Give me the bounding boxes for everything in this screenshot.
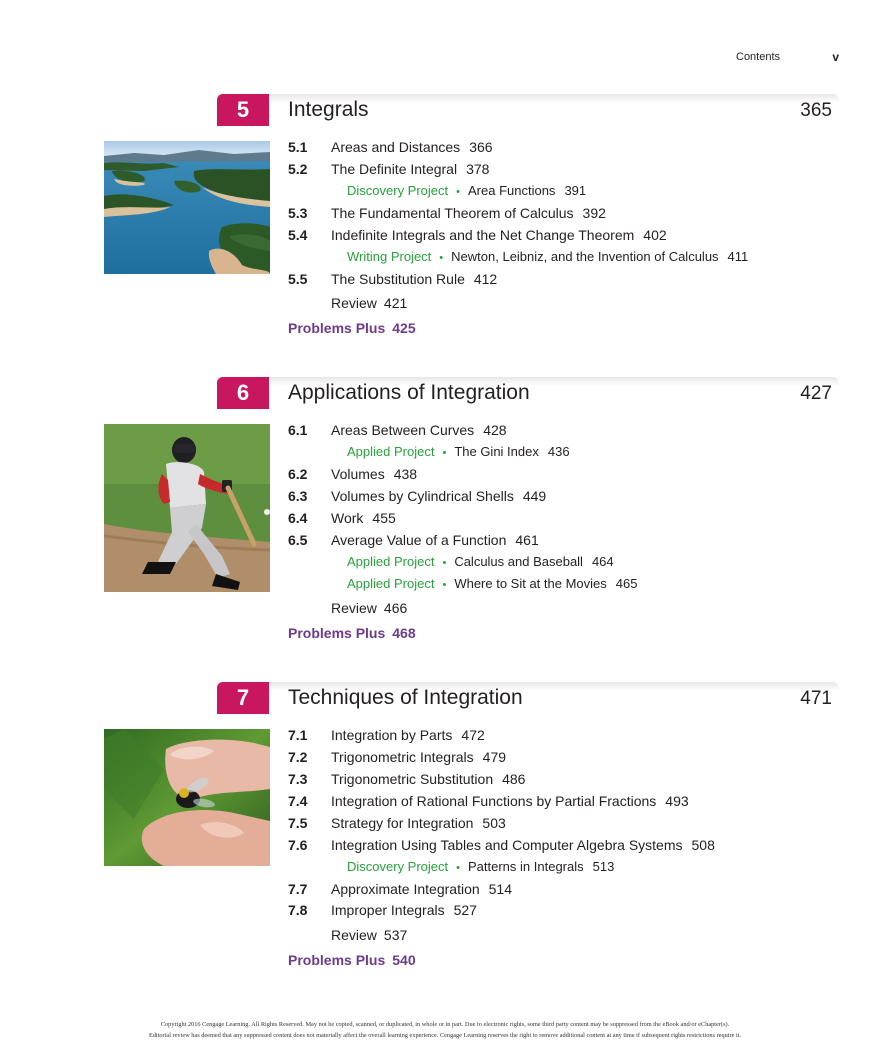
project-type: Applied Project <box>347 444 435 459</box>
chapter-header <box>217 377 839 409</box>
section-page: 508 <box>691 837 715 853</box>
project-type: Discovery Project <box>347 859 449 874</box>
section-number: 5.1 <box>288 139 308 155</box>
review-page: 537 <box>383 927 408 943</box>
section-title: Indefinite Integrals and the Net Change Theorem <box>331 227 635 243</box>
section-title: The Definite Integral <box>331 161 458 177</box>
section-number: 6.2 <box>288 466 308 482</box>
section-title: Integration by Parts <box>331 727 453 743</box>
chapter-page-number: 365 <box>800 100 832 121</box>
section-page: 392 <box>582 205 606 221</box>
chapter-number-tab: 7 <box>217 682 269 714</box>
toc-project-row[interactable] <box>347 552 614 572</box>
toc-review-row[interactable] <box>331 598 407 618</box>
review-page: 421 <box>383 295 408 311</box>
section-page: 378 <box>466 161 490 177</box>
problems-plus-label: Problems Plus <box>288 320 386 336</box>
section-title: Volumes by Cylindrical Shells <box>331 488 514 504</box>
section-number: 7.4 <box>288 793 308 809</box>
bullet-separator: • <box>442 557 447 569</box>
project-title: Newton, Leibniz, and the Invention of Calculus <box>451 249 719 264</box>
section-number: 5.5 <box>288 271 308 287</box>
project-type: Applied Project <box>347 576 435 591</box>
section-page: 438 <box>393 466 418 482</box>
problems-plus-label: Problems Plus <box>288 625 386 641</box>
section-number: 5.2 <box>288 161 308 177</box>
section-number: 7.3 <box>288 771 308 787</box>
section-title: Trigonometric Integrals <box>331 749 474 765</box>
project-page: 513 <box>592 859 615 874</box>
review-label: Review <box>331 600 377 616</box>
section-page: 493 <box>665 793 689 809</box>
review-page: 466 <box>383 600 408 616</box>
section-title: Volumes <box>331 466 385 482</box>
section-page: 449 <box>522 488 547 504</box>
toc-project-row[interactable] <box>347 574 637 594</box>
section-page: 461 <box>515 532 539 548</box>
project-title: Patterns in Integrals <box>468 859 584 874</box>
section-number: 6.4 <box>288 510 308 526</box>
toc-project-row[interactable] <box>347 247 748 267</box>
section-number: 7.1 <box>288 727 308 743</box>
running-head-page-number: v <box>832 50 839 64</box>
project-page: 411 <box>727 249 749 264</box>
copyright-line-1: Copyright 2016 Cengage Learning. All Rights Reserved. May not be copied, scanned, or duplicated, in whole or in part. Due to electronic rights, some third party content may be suppressed from the eBook and/or eChapter(s). <box>160 1021 730 1028</box>
project-title: Area Functions <box>468 183 556 198</box>
chapter-header <box>217 94 839 126</box>
toc-review-row[interactable] <box>331 293 407 313</box>
copyright-notice <box>0 1019 890 1041</box>
project-page: 436 <box>547 444 570 459</box>
section-number: 7.8 <box>288 902 308 918</box>
section-page: 402 <box>643 227 667 243</box>
toc-problems-plus-row[interactable] <box>288 623 416 643</box>
section-title: Strategy for Integration <box>331 815 474 831</box>
project-title: Calculus and Baseball <box>454 554 583 569</box>
lake-landscape-photo <box>104 141 270 274</box>
section-title: Areas Between Curves <box>331 422 475 438</box>
toc-project-row[interactable] <box>347 857 614 877</box>
section-number: 7.2 <box>288 749 308 765</box>
project-title: The Gini Index <box>454 444 539 459</box>
section-title: Improper Integrals <box>331 902 445 918</box>
section-page: 412 <box>473 271 498 287</box>
problems-plus-page: 540 <box>392 952 416 968</box>
toc-project-row[interactable] <box>347 181 586 201</box>
section-number: 7.5 <box>288 815 308 831</box>
project-page: 391 <box>564 183 587 198</box>
section-number: 5.3 <box>288 205 308 221</box>
chapter-page-number: 471 <box>800 688 832 709</box>
section-page: 503 <box>482 815 506 831</box>
section-number: 6.5 <box>288 532 308 548</box>
section-page: 514 <box>488 881 512 897</box>
toc-problems-plus-row[interactable] <box>288 950 416 970</box>
chapter-title[interactable]: Integrals <box>288 98 369 121</box>
section-page: 366 <box>469 139 493 155</box>
section-title: The Fundamental Theorem of Calculus <box>331 205 574 221</box>
copyright-line-2: Editorial review has deemed that any suppressed content does not materially affect the overall learning experience. Cengage Learning reserves the right to remove additional content at any time if subsequent rights restrictions require it. <box>148 1032 742 1039</box>
section-title: The Substitution Rule <box>331 271 465 287</box>
toc-problems-plus-row[interactable] <box>288 318 416 338</box>
toc-review-row[interactable] <box>331 925 407 945</box>
section-title: Integration of Rational Functions by Partial Fractions <box>331 793 657 809</box>
chapter-number-tab: 5 <box>217 94 269 126</box>
section-page: 479 <box>482 749 507 765</box>
section-number: 6.3 <box>288 488 308 504</box>
running-head <box>600 50 840 66</box>
bullet-separator: • <box>456 862 460 874</box>
bullet-separator: • <box>442 447 447 459</box>
project-title: Where to Sit at the Movies <box>454 576 607 591</box>
chapter-page-number: 427 <box>800 383 832 404</box>
chapter-title[interactable]: Applications of Integration <box>288 381 530 404</box>
fingers-holding-fly-photo <box>104 729 270 866</box>
project-type: Discovery Project <box>347 183 449 198</box>
section-title: Areas and Distances <box>331 139 461 155</box>
section-page: 455 <box>372 510 396 526</box>
problems-plus-page: 425 <box>392 320 416 336</box>
section-page: 472 <box>461 727 485 743</box>
review-label: Review <box>331 927 377 943</box>
section-page: 527 <box>453 902 477 918</box>
section-number: 7.7 <box>288 881 308 897</box>
bullet-separator: • <box>456 186 460 198</box>
section-title: Integration Using Tables and Computer Algebra Systems <box>331 837 683 853</box>
chapter-header <box>217 682 839 714</box>
project-type: Applied Project <box>347 554 435 569</box>
section-title: Trigonometric Substitution <box>331 771 494 787</box>
chapter-title[interactable]: Techniques of Integration <box>288 686 523 709</box>
section-number: 5.4 <box>288 227 308 243</box>
section-title: Average Value of a Function <box>331 532 507 548</box>
section-title: Work <box>331 510 364 526</box>
section-number: 7.6 <box>288 837 308 853</box>
bullet-separator: • <box>442 579 447 591</box>
running-head-label: Contents <box>736 51 781 63</box>
chapter-number-tab: 6 <box>217 377 269 409</box>
project-page: 465 <box>615 576 638 591</box>
section-page: 428 <box>483 422 507 438</box>
section-number: 6.1 <box>288 422 308 438</box>
problems-plus-label: Problems Plus <box>288 952 386 968</box>
section-title: Approximate Integration <box>331 881 480 897</box>
project-page: 464 <box>591 554 614 569</box>
problems-plus-page: 468 <box>392 625 416 641</box>
section-page: 486 <box>502 771 526 787</box>
project-type: Writing Project <box>347 249 432 264</box>
baseball-batter-photo <box>104 424 270 592</box>
toc-project-row[interactable] <box>347 442 570 462</box>
bullet-separator: • <box>439 252 444 264</box>
review-label: Review <box>331 295 377 311</box>
